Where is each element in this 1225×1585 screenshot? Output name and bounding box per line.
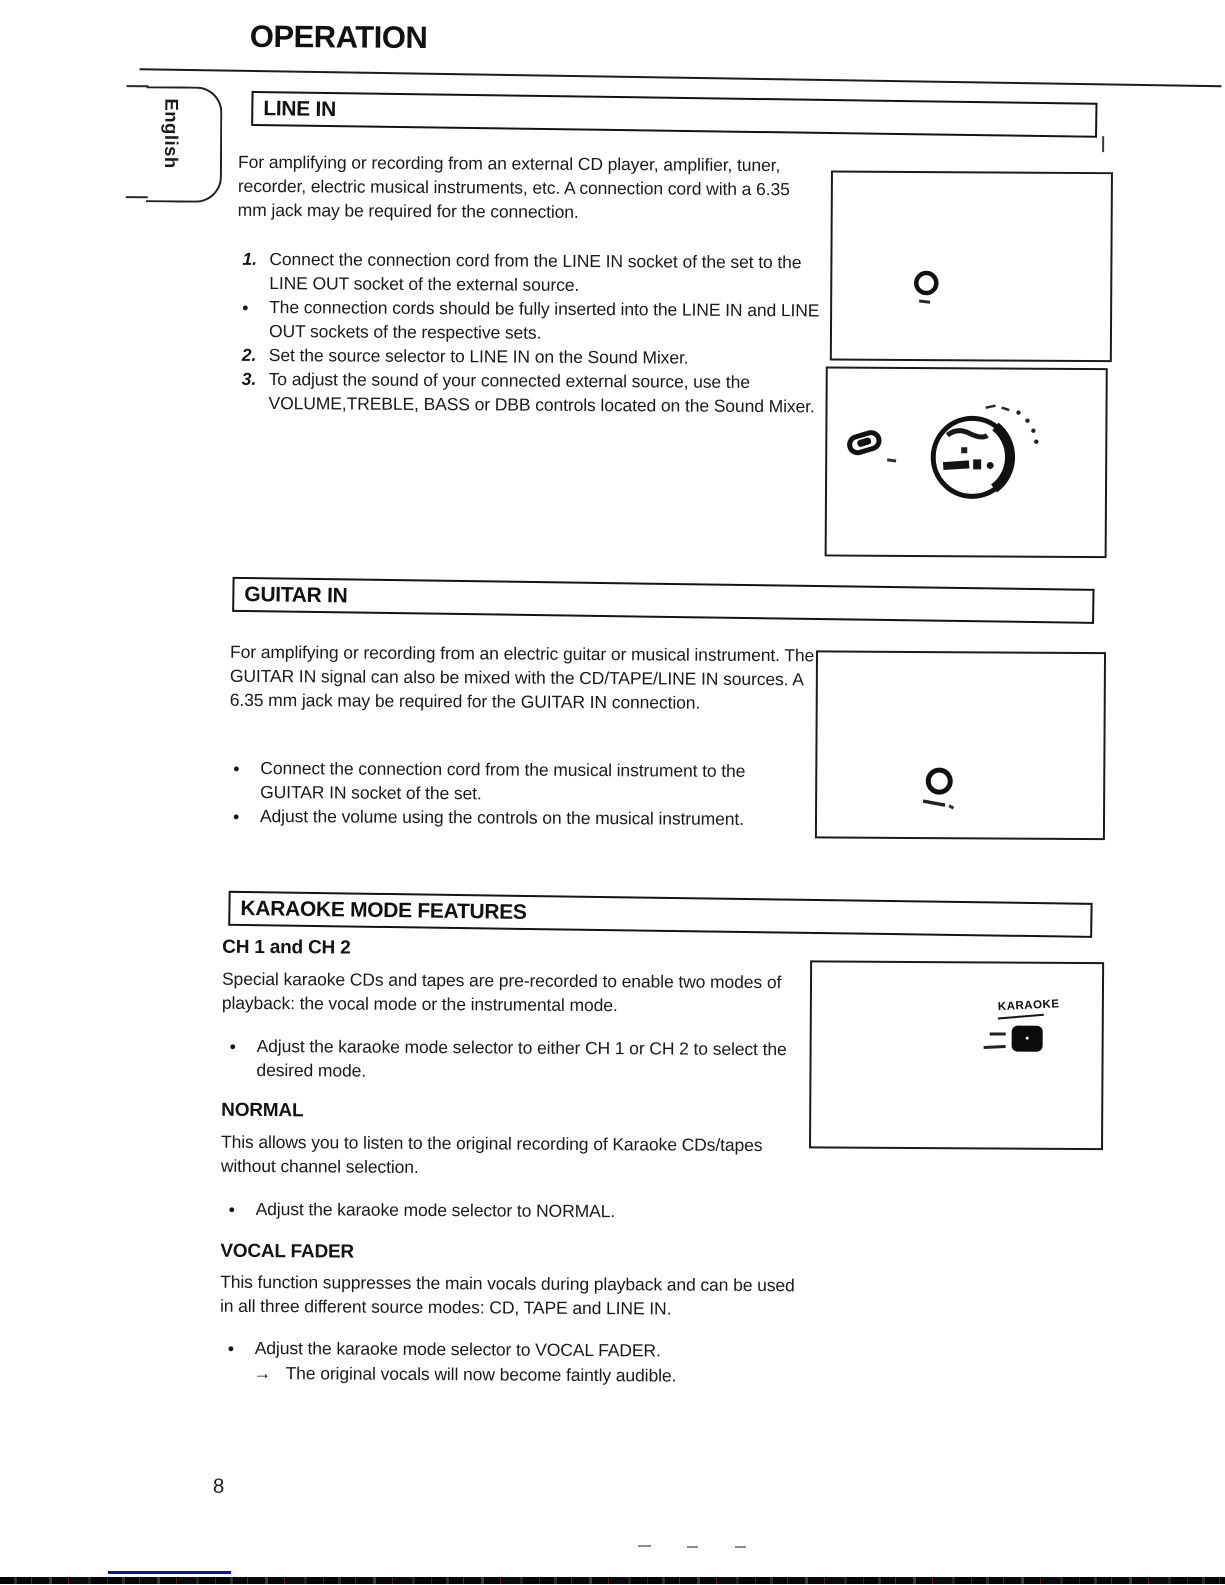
- list-item: [241, 368, 826, 420]
- vocal-fader-heading: VOCAL FADER: [220, 1240, 355, 1263]
- list-marker: •: [229, 1036, 236, 1057]
- page-number: 8: [212, 1474, 225, 1498]
- scan-artifact-dash: [735, 1546, 746, 1548]
- guitar-in-intro: For amplifying or recording from an electric guitar or musical instrument. The GUITAR IN signal can also be mixed with the CD/TAPE/LINE IN sources. A 6.35 mm jack may be required for the GUITAR IN connection.: [229, 641, 815, 713]
- list-marker: •: [242, 297, 249, 318]
- ch-bullets: [229, 1035, 789, 1086]
- ch-body: Special karaoke CDs and tapes are pre-recorded to enable two modes of playback: the vocal mode or the instrumental mode.: [221, 968, 782, 1016]
- section-heading-guitar-in: [232, 577, 1094, 624]
- line-in-socket-illustration: [830, 170, 1113, 362]
- tiny-label-mark: [984, 1045, 1006, 1049]
- vocal-fader-body: This function suppresses the main vocals during playback and can be used in all three different source modes: CD, TAPE and LINE IN.: [219, 1271, 795, 1319]
- karaoke-selector-illustration: [809, 960, 1104, 1150]
- scan-artifact-dash: [687, 1546, 698, 1548]
- list-marker: 3.: [241, 368, 257, 389]
- scan-artifact-dash: [638, 1545, 651, 1547]
- line-in-socket-icon: [832, 172, 1111, 360]
- list-item: [242, 248, 827, 300]
- language-tab-label: English: [160, 98, 183, 169]
- section-heading-label: LINE IN: [263, 96, 337, 121]
- list-item-result: [254, 1362, 788, 1389]
- list-text: The connection cords should be fully inserted into the LINE IN and LINE OUT sockets of the respective sets.: [268, 296, 820, 343]
- tab-stub-line: [126, 196, 148, 198]
- list-item: [242, 296, 827, 348]
- guitar-in-bullets: [233, 757, 813, 833]
- section-heading-label: KARAOKE MODE FEATURES: [240, 896, 527, 924]
- ch-heading: CH 1 and CH 2: [222, 936, 351, 959]
- line-in-steps: [241, 248, 827, 419]
- normal-body: This allows you to listen to the original recording of Karaoke CDs/tapes without channel selection.: [220, 1131, 763, 1177]
- arrow-marker: →: [253, 1362, 272, 1383]
- section-heading-karaoke: [228, 891, 1092, 938]
- section-heading-line-in: [251, 91, 1097, 138]
- list-marker: •: [228, 1199, 235, 1220]
- volume-knob-icon: [827, 368, 1106, 556]
- sound-mixer-illustration: [825, 366, 1108, 558]
- list-text: To adjust the sound of your connected external source, use the VOLUME,TREBLE, BASS or DBB controls located on the Sound Mixer.: [268, 368, 815, 417]
- list-text: Adjust the karaoke mode selector to VOCAL FADER.: [254, 1337, 661, 1361]
- karaoke-label-underline: [998, 1014, 1044, 1019]
- list-item: [229, 1198, 789, 1226]
- list-text: Adjust the volume using the controls on the musical instrument.: [259, 805, 745, 829]
- list-item: [233, 805, 813, 833]
- list-marker: 1.: [242, 248, 258, 269]
- list-item: [228, 1337, 788, 1365]
- list-text: Set the source selector to LINE IN on the Sound Mixer.: [268, 344, 689, 368]
- guitar-in-socket-icon: [817, 652, 1104, 838]
- list-item: [229, 1035, 789, 1086]
- list-marker: •: [232, 806, 240, 827]
- scan-artifact-tick: [1102, 136, 1104, 152]
- normal-bullets: [229, 1198, 789, 1226]
- section-heading-label: GUITAR IN: [244, 582, 348, 607]
- list-item: [242, 344, 827, 372]
- karaoke-selector-icon: [1012, 1026, 1043, 1052]
- scan-artifact-bottom-edge: [0, 1577, 1225, 1584]
- karaoke-label: KARAOKE: [997, 998, 1060, 1014]
- list-marker: •: [227, 1338, 235, 1359]
- list-text: Connect the connection cord from the LINE IN socket of the set to the LINE OUT socket of the external source.: [269, 249, 802, 295]
- language-tab-english: [146, 86, 223, 202]
- normal-heading: NORMAL: [221, 1099, 304, 1122]
- list-text: Adjust the karaoke mode selector to either CH 1 or CH 2 to select the desired mode.: [256, 1035, 787, 1081]
- tab-stub-line: [126, 85, 148, 87]
- list-text: Connect the connection cord from the musical instrument to the GUITAR IN socket of the set.: [260, 757, 746, 804]
- page-title: OPERATION: [249, 18, 428, 55]
- list-item: [233, 757, 813, 808]
- header-divider: [140, 68, 1222, 87]
- vocal-fader-bullets: [228, 1337, 788, 1389]
- list-text: Adjust the karaoke mode selector to NORMAL.: [255, 1198, 616, 1222]
- scan-artifact-blue-line: [108, 1571, 231, 1574]
- list-marker: 2.: [241, 344, 257, 365]
- tiny-label-mark: [990, 1032, 1006, 1035]
- list-marker: •: [233, 758, 240, 779]
- guitar-in-socket-illustration: [815, 650, 1106, 840]
- list-text: The original vocals will now become faintly audible.: [285, 1362, 677, 1386]
- line-in-intro: For amplifying or recording from an external CD player, amplifier, tuner, recorder, electric musical instruments, etc. A connection cord with a 6.35 mm jack may be required for the connection.: [237, 151, 790, 222]
